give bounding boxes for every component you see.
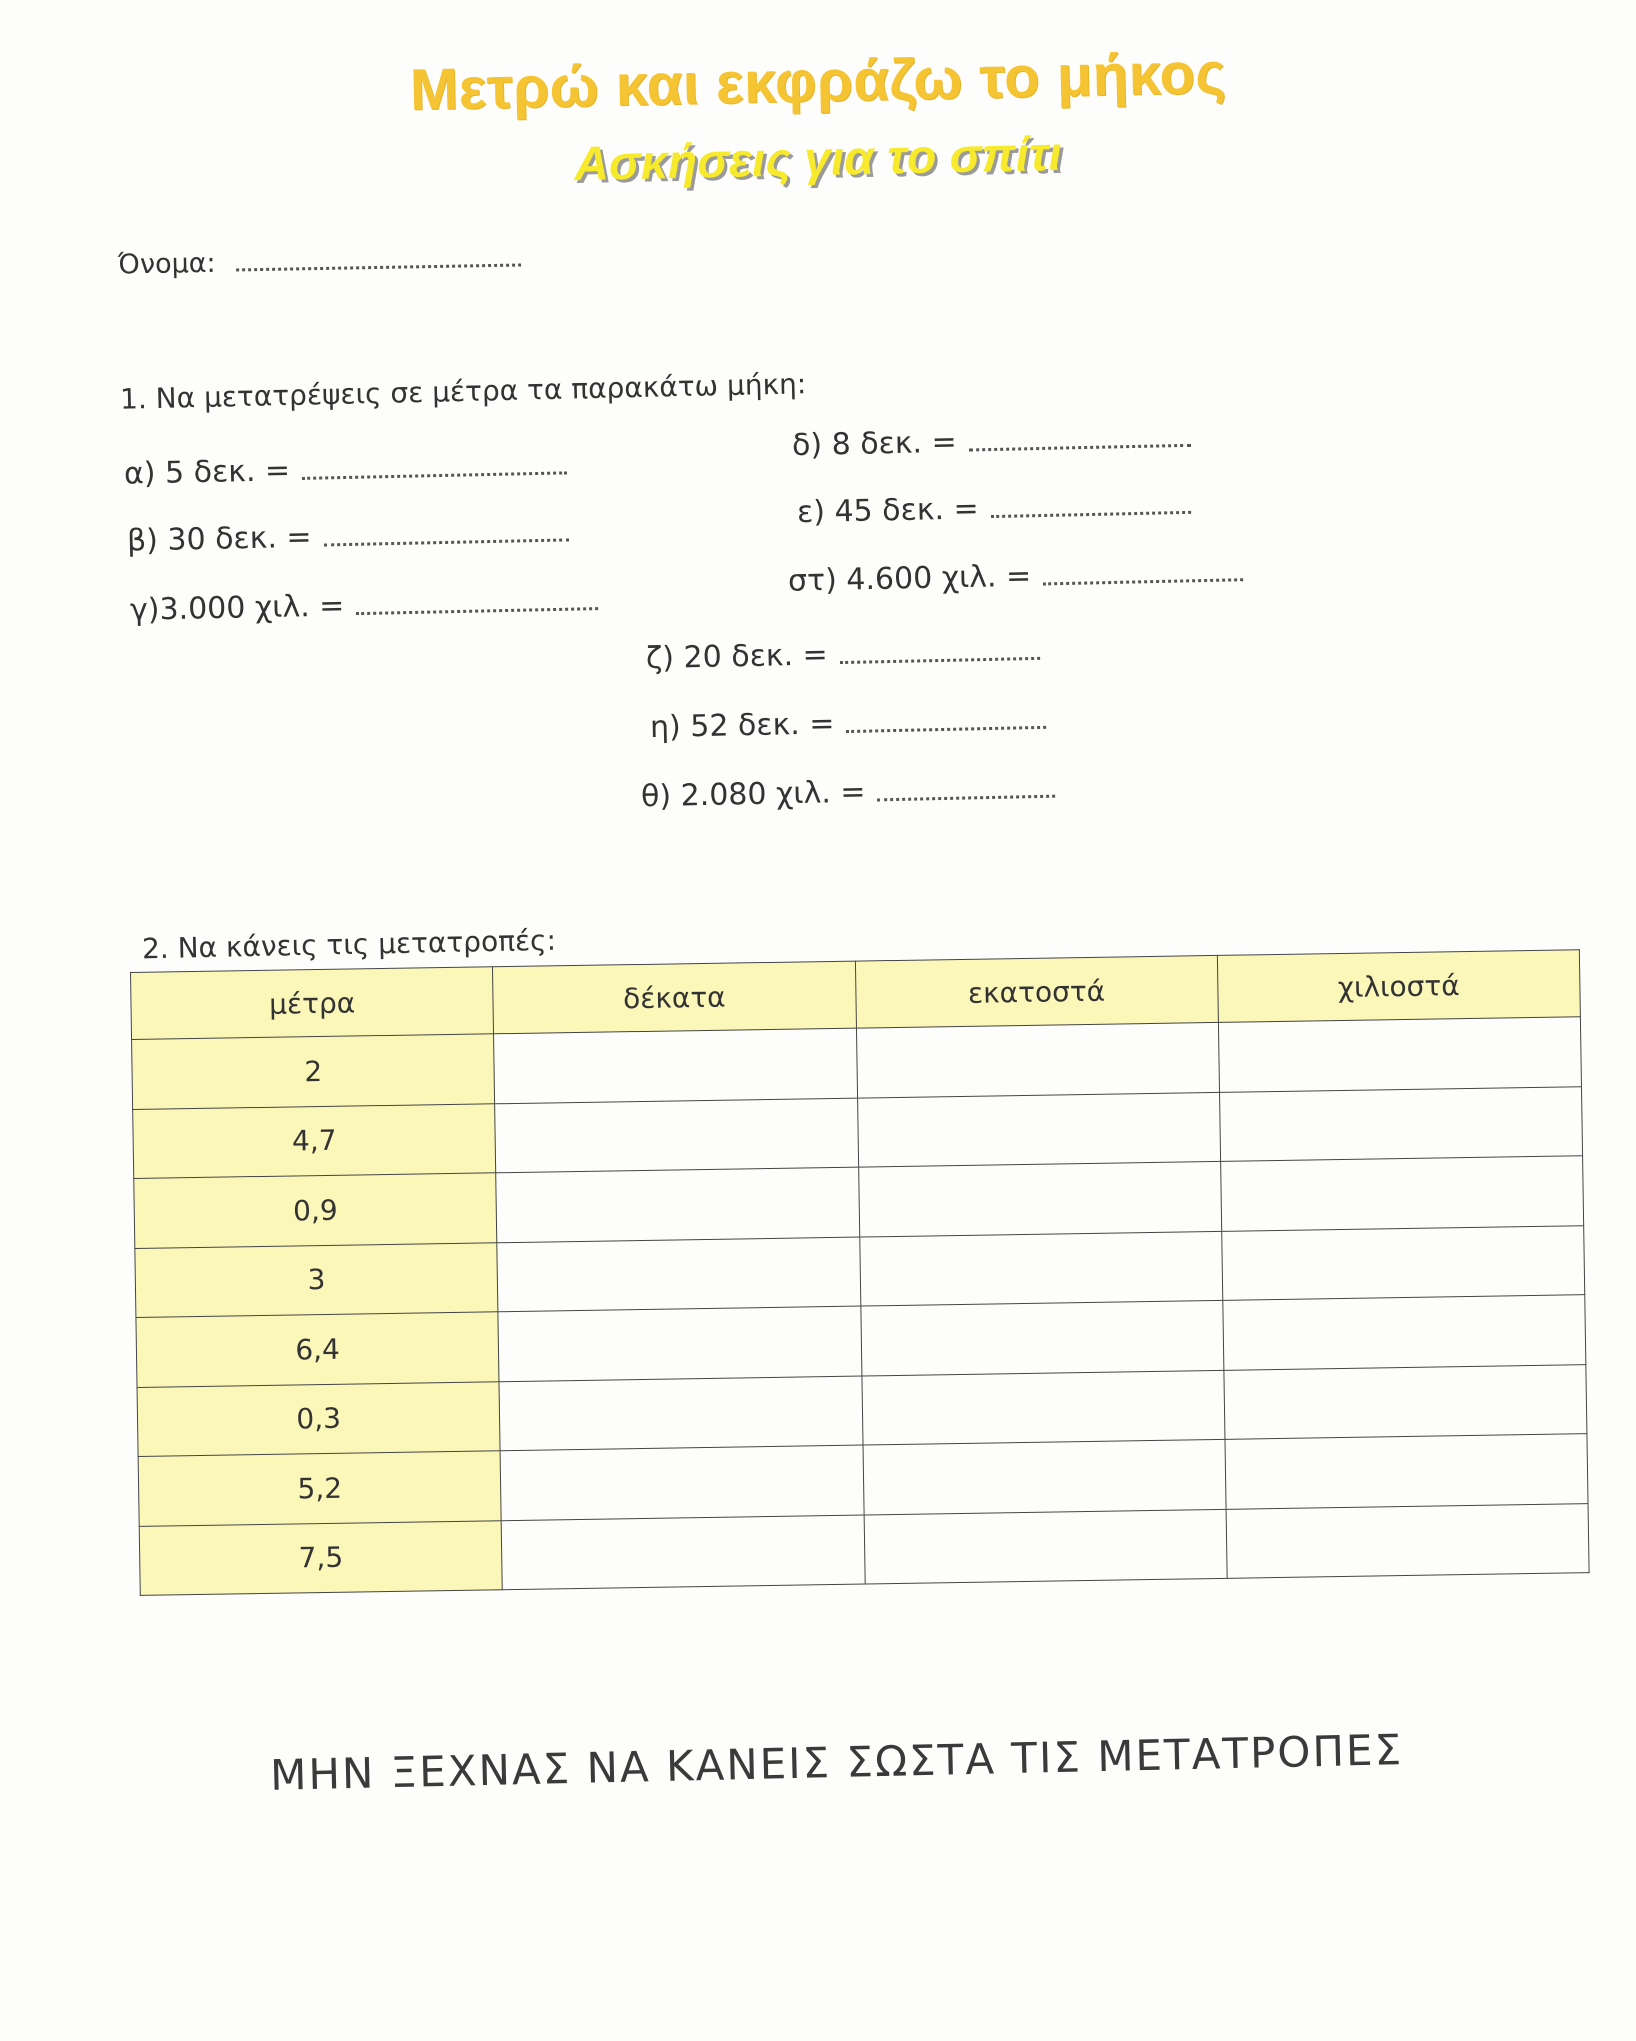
millimeters-answer-cell[interactable] [1218, 1017, 1581, 1092]
decimeters-answer-cell[interactable] [495, 1098, 858, 1173]
millimeters-answer-cell[interactable] [1221, 1225, 1584, 1300]
exercise-1-item-st [788, 554, 1244, 599]
item-label: ζ) 20 δεκ. = [645, 637, 829, 677]
centimeters-answer-cell[interactable] [859, 1231, 1222, 1306]
name-label: Όνομα: [117, 247, 216, 281]
exercise-1-item-th [641, 771, 1056, 815]
header-meters: μέτρα [131, 967, 494, 1040]
worksheet-title: Μετρώ και εκφράζω το μήκος [409, 40, 1227, 123]
exercise-1-item-e [797, 487, 1191, 530]
meters-cell: 2 [132, 1034, 495, 1109]
meters-cell: 0,3 [137, 1381, 500, 1456]
item-label: δ) 8 δεκ. = [791, 424, 958, 464]
worksheet-subtitle: Ασκήσεις για το σπίτι [573, 127, 1063, 192]
conversion-table [130, 949, 1590, 1596]
exercise-2-prompt: 2. Να κάνεις τις μετατροπές: [141, 923, 557, 966]
answer-blank[interactable] [302, 453, 567, 480]
meters-cell: 6,4 [136, 1312, 499, 1387]
millimeters-answer-cell[interactable] [1226, 1503, 1589, 1578]
millimeters-answer-cell[interactable] [1225, 1434, 1588, 1509]
item-label: ε) 45 δεκ. = [796, 491, 980, 531]
item-label: γ)3.000 χιλ. = [129, 588, 345, 628]
answer-blank[interactable] [1043, 560, 1243, 585]
decimeters-answer-cell[interactable] [494, 1028, 857, 1103]
decimeters-answer-cell[interactable] [497, 1237, 860, 1312]
centimeters-answer-cell[interactable] [856, 1022, 1219, 1097]
millimeters-answer-cell[interactable] [1219, 1086, 1582, 1161]
exercise-1-item-b [127, 514, 569, 558]
exercise-1-item-z [646, 633, 1040, 676]
decimeters-answer-cell[interactable] [496, 1167, 859, 1242]
answer-blank[interactable] [877, 777, 1055, 802]
meters-cell: 0,9 [134, 1173, 497, 1248]
item-label: στ) 4.600 χιλ. = [787, 558, 1032, 599]
answer-blank[interactable] [356, 589, 598, 615]
header-decimeters: δέκατα [493, 961, 856, 1034]
exercise-1-item-h [650, 702, 1047, 745]
item-label: η) 52 δεκ. = [649, 706, 835, 746]
exercise-1-prompt: 1. Να μετατρέψεις σε μέτρα τα παρακάτω μήκη: [119, 367, 807, 416]
answer-blank[interactable] [846, 708, 1046, 733]
centimeters-answer-cell[interactable] [864, 1509, 1227, 1584]
name-blank[interactable] [236, 245, 521, 271]
millimeters-answer-cell[interactable] [1223, 1295, 1586, 1370]
meters-cell: 4,7 [133, 1103, 496, 1178]
item-label: β) 30 δεκ. = [126, 519, 312, 559]
meters-cell: 7,5 [139, 1520, 502, 1595]
meters-cell: 5,2 [138, 1451, 501, 1526]
answer-blank[interactable] [323, 520, 568, 546]
exercise-1-item-a [124, 447, 568, 491]
answer-blank[interactable] [968, 426, 1190, 452]
meters-cell: 3 [135, 1242, 498, 1317]
centimeters-answer-cell[interactable] [857, 1092, 1220, 1167]
millimeters-answer-cell[interactable] [1220, 1156, 1583, 1231]
header-centimeters: εκατοστά [855, 955, 1218, 1028]
centimeters-answer-cell[interactable] [860, 1300, 1223, 1375]
header-millimeters: χιλιοστά [1217, 950, 1580, 1023]
decimeters-answer-cell[interactable] [498, 1306, 861, 1381]
answer-blank[interactable] [990, 493, 1190, 518]
item-label: α) 5 δεκ. = [123, 453, 291, 492]
decimeters-answer-cell[interactable] [501, 1515, 864, 1590]
centimeters-answer-cell[interactable] [858, 1161, 1221, 1236]
centimeters-answer-cell[interactable] [863, 1439, 1226, 1514]
decimeters-answer-cell[interactable] [499, 1376, 862, 1451]
conversion-table-wrap [130, 949, 1590, 1596]
name-field [118, 242, 522, 280]
millimeters-answer-cell[interactable] [1224, 1364, 1587, 1439]
exercise-1-item-d [792, 420, 1191, 463]
item-label: θ) 2.080 χιλ. = [640, 774, 866, 815]
reminder-text: ΜΗΝ ΞΕΧΝΑΣ ΝΑ ΚΑΝΕΙΣ ΣΩΣΤΑ ΤΙΣ ΜΕΤΑΤΡΟΠΕΣ [269, 1725, 1404, 1800]
answer-blank[interactable] [839, 639, 1039, 664]
centimeters-answer-cell[interactable] [861, 1370, 1224, 1445]
exercise-1-item-c [130, 583, 599, 628]
decimeters-answer-cell[interactable] [500, 1445, 863, 1520]
